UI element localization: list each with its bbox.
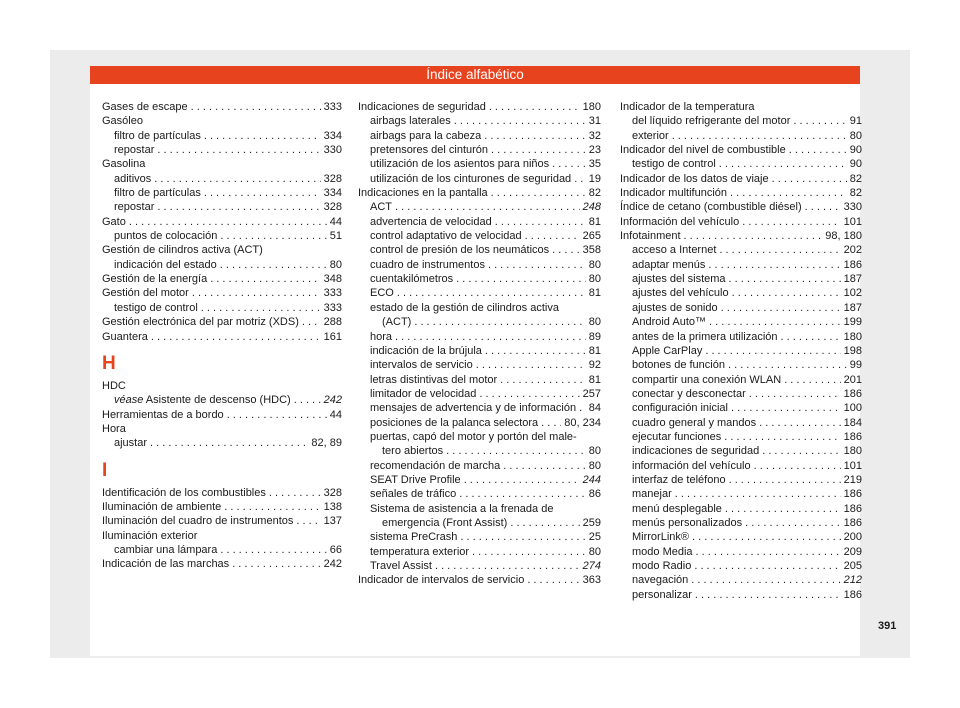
section-letter-i: I (102, 459, 108, 481)
index-heading-entry: Gasolina (102, 158, 146, 171)
index-subentry: filtro de partículas . . . 334 (102, 186, 342, 200)
index-subentry: conectar y desconectar . . . 186 (620, 387, 862, 401)
index-subentry: puntos de colocación . . . 51 (102, 229, 342, 243)
index-subentry: exterior . . . 80 (620, 129, 862, 143)
index-subentry: hora . . . 89 (358, 330, 601, 344)
index-subentry: modo Radio . . . 205 (620, 559, 862, 573)
index-subentry: interfaz de teléfono . . . 219 (620, 473, 862, 487)
index-subentry: Sistema de asistencia a la frenada de emergencia (Front Assist) . . . 259 (358, 502, 601, 531)
index-subentry: intervalos de servicio . . . 92 (358, 358, 601, 372)
index-subentry: ajustes de sonido . . . 187 (620, 301, 862, 315)
index-subentry: modo Media . . . 209 (620, 545, 862, 559)
index-subentry: adaptar menús . . . 186 (620, 258, 862, 272)
index-subentry: repostar . . . 330 (102, 143, 342, 157)
index-subentry: Apple CarPlay . . . 198 (620, 344, 862, 358)
index-subentry: configuración inicial . . . 100 (620, 401, 862, 415)
index-subentry: navegación . . . 212 (620, 573, 862, 587)
index-subentry: Travel Assist . . . 274 (358, 559, 601, 573)
index-subentry: indicaciones de seguridad . . . 180 (620, 444, 862, 458)
index-subentry: ajustes del vehículo . . . 102 (620, 286, 862, 300)
index-entry: Indicaciones en la pantalla . . . 82 (358, 186, 601, 200)
index-subentry: cuadro de instrumentos . . . 80 (358, 258, 601, 272)
index-entry: Indicador de los datos de viaje . . . 82 (620, 172, 862, 186)
index-entry: Gestión electrónica del par motriz (XDS) . . . 288 (102, 315, 342, 329)
index-subentry: airbags laterales . . . 31 (358, 114, 601, 128)
index-subentry: posiciones de la palanca selectora . . . 80, 234 (358, 416, 601, 430)
index-subentry: Android Auto™ . . . 199 (620, 315, 862, 329)
index-entry: Gases de escape . . . 333 (102, 100, 342, 114)
index-entry: Herramientas de a bordo . . . 44 (102, 408, 342, 422)
index-heading-entry: Iluminación exterior (102, 529, 198, 542)
index-entry: Infotainment . . . 98, 180 (620, 229, 862, 243)
index-heading-entry: Gasóleo (102, 115, 143, 128)
index-subentry: señales de tráfico . . . 86 (358, 487, 601, 501)
index-heading-entry: Indicador de la temperatura (620, 101, 755, 113)
section-letter-h: H (102, 352, 116, 374)
index-subentry: limitador de velocidad . . . 257 (358, 387, 601, 401)
index-subentry: sistema PreCrash . . . 25 (358, 530, 601, 544)
index-subentry: del líquido refrigerante del motor . . . 91 (620, 114, 862, 128)
index-subentry: puertas, capó del motor y portón del male- tero abiertos . . . 80 (358, 430, 601, 459)
index-subentry: indicación del estado . . . 80 (102, 258, 342, 272)
index-subentry: control de presión de los neumáticos . . . 358 (358, 243, 601, 257)
index-heading-entry: Gestión de cilindros activa (ACT) (102, 244, 263, 257)
index-subentry: temperatura exterior . . . 80 (358, 545, 601, 559)
index-entry: Indicación de las marchas . . . 242 (102, 557, 342, 571)
index-subentry: testigo de control . . . 90 (620, 157, 862, 171)
index-entry: Iluminación del cuadro de instrumentos . . . 137 (102, 514, 342, 528)
index-heading-entry: Hora (102, 422, 126, 435)
index-subentry: ECO . . . 81 (358, 286, 601, 300)
index-subentry: testigo de control . . . 333 (102, 301, 342, 315)
index-subentry: utilización de los cinturones de seguridad . . . 19 (358, 172, 601, 186)
index-column-2 (358, 100, 601, 588)
index-subentry: utilización de los asientos para niños . . . 35 (358, 157, 601, 171)
index-entry: Guantera . . . 161 (102, 330, 342, 344)
index-entry: Información del vehículo . . . 101 (620, 215, 862, 229)
index-subentry: recomendación de marcha . . . 80 (358, 459, 601, 473)
index-subentry: MirrorLink® . . . 200 (620, 530, 862, 544)
index-subentry: airbags para la cabeza . . . 32 (358, 129, 601, 143)
index-entry: Gestión del motor . . . 333 (102, 286, 342, 300)
index-subentry: información del vehículo . . . 101 (620, 459, 862, 473)
index-subentry: cambiar una lámpara . . . 66 (102, 543, 342, 557)
index-subentry: menú desplegable . . . 186 (620, 502, 862, 516)
index-entry: Índice de cetano (combustible diésel) . . . 330 (620, 200, 862, 214)
index-subentry: filtro de partículas . . . 334 (102, 129, 342, 143)
index-subentry: compartir una conexión WLAN . . . 201 (620, 373, 862, 387)
index-subentry: personalizar . . . 186 (620, 588, 862, 602)
index-subentry: antes de la primera utilización . . . 180 (620, 330, 862, 344)
index-subentry: aditivos . . . 328 (102, 172, 342, 186)
index-subentry: ajustes del sistema . . . 187 (620, 272, 862, 286)
index-entry: Indicador de intervalos de servicio . . . 363 (358, 573, 601, 587)
page-number: 391 (878, 620, 897, 632)
page-title: Índice alfabético (90, 66, 860, 84)
index-subentry: cuadro general y mandos . . . 184 (620, 416, 862, 430)
index-entry: Gato . . . 44 (102, 215, 342, 229)
index-subentry: mensajes de advertencia y de información . . . 84 (358, 401, 601, 415)
index-subentry: ejecutar funciones . . . 186 (620, 430, 862, 444)
index-entry: Indicaciones de seguridad . . . 180 (358, 100, 601, 114)
index-entry: Indicador del nivel de combustible . . . 90 (620, 143, 862, 157)
index-subentry: control adaptativo de velocidad . . . 265 (358, 229, 601, 243)
index-entry: Iluminación de ambiente . . . 138 (102, 500, 342, 514)
index-subentry: cuentakilómetros . . . 80 (358, 272, 601, 286)
index-subentry: ajustar . . . 82, 89 (102, 436, 342, 450)
index-subentry: SEAT Drive Profile . . . 244 (358, 473, 601, 487)
index-entry: Gestión de la energía . . . 348 (102, 272, 342, 286)
index-column-1 (102, 100, 342, 572)
index-subentry: manejar . . . 186 (620, 487, 862, 501)
index-subentry: pretensores del cinturón . . . 23 (358, 143, 601, 157)
index-subentry: advertencia de velocidad . . . 81 (358, 215, 601, 229)
index-column-3 (620, 100, 862, 602)
index-page (90, 66, 860, 656)
index-subentry: letras distintivas del motor . . . 81 (358, 373, 601, 387)
index-subentry: estado de la gestión de cilindros activa (ACT) . . . 80 (358, 301, 601, 330)
index-subentry: repostar . . . 328 (102, 200, 342, 214)
index-subentry: menús personalizados . . . 186 (620, 516, 862, 530)
index-subentry: ACT . . . 248 (358, 200, 601, 214)
index-entry: Identificación de los combustibles . . . 328 (102, 486, 342, 500)
index-subentry: véase Asistente de descenso (HDC) . . . 242 (102, 393, 342, 407)
index-subentry: botones de función . . . 99 (620, 358, 862, 372)
index-subentry: indicación de la brújula . . . 81 (358, 344, 601, 358)
index-subentry: acceso a Internet . . . 202 (620, 243, 862, 257)
index-heading-entry: HDC (102, 379, 126, 392)
index-entry: Indicador multifunción . . . 82 (620, 186, 862, 200)
